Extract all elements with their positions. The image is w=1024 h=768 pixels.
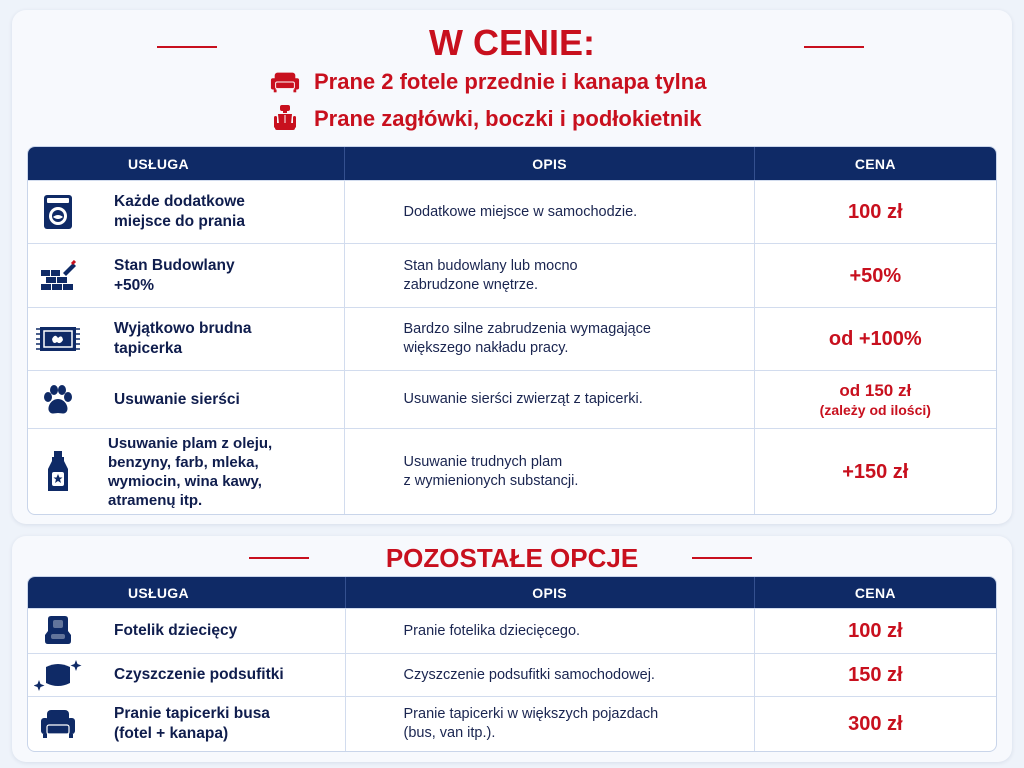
- service-name: Wyjątkowo brudna tapicerka: [114, 320, 252, 357]
- price-note: (zależy od ilości): [819, 401, 931, 418]
- column-header-price: CENA: [754, 147, 996, 180]
- table-row: [28, 653, 996, 696]
- service-name: Fotelik dziecięcy: [114, 622, 238, 639]
- service-name: Czyszczenie podsufitki: [114, 666, 284, 683]
- service-name: Usuwanie sierści: [114, 390, 240, 408]
- service-price: +50%: [849, 264, 902, 287]
- column-header-description: OPIS: [345, 577, 754, 608]
- service-name: Każde dodatkowe miejsce do prania: [114, 193, 245, 230]
- service-price: 100 zł: [848, 201, 903, 223]
- service-description: Czyszczenie podsufitki samochodowej.: [403, 666, 655, 683]
- spray-bottle-icon: [28, 450, 88, 494]
- service-price: 150 zł: [848, 664, 903, 686]
- table-row: [28, 696, 996, 751]
- included-item-1: [270, 67, 706, 97]
- service-name: Pranie tapicerki busa (fotel + kanapa): [114, 705, 270, 742]
- child-seat-icon: [28, 614, 88, 648]
- section-title: POZOSTAŁE OPCJE: [385, 543, 639, 573]
- table-header-row: [28, 577, 996, 608]
- column-header-description: OPIS: [344, 147, 753, 180]
- bricks-trowel-icon: [28, 260, 88, 292]
- service-description: Pranie fotelika dziecięcego.: [403, 622, 581, 639]
- service-name: Stan Budowlany +50%: [114, 256, 235, 294]
- table-row: [28, 307, 996, 370]
- service-name: Usuwanie plam z oleju, benzyny, farb, mleka, wymiocin, wina kawy, atramenų itp.: [108, 434, 273, 509]
- included-card: [12, 10, 1012, 524]
- included-item-1-text: Prane 2 fotele przednie i kanapa tylna: [314, 69, 707, 94]
- other-options-table: [27, 576, 997, 752]
- table-row: [28, 180, 996, 243]
- page-title: W CENIE:: [429, 22, 595, 63]
- column-header-service: USŁUGA: [28, 577, 345, 608]
- service-description: Stan budowlany lub mocno zabrudzone wnętrze.: [403, 257, 578, 293]
- car-seat-icon: [270, 104, 300, 134]
- column-header-price: CENA: [754, 577, 996, 608]
- service-description: Dodatkowe miejsce w samochodzie.: [403, 203, 638, 220]
- headliner-sparkle-icon: [28, 658, 88, 692]
- sofa-icon: [270, 67, 300, 97]
- table-row: [28, 370, 996, 428]
- included-item-2-text: Prane zagłówki, boczki i podłokietnik: [314, 106, 702, 131]
- table-header-row: [28, 147, 996, 180]
- table-row: [28, 243, 996, 307]
- service-price: od 150 zł: [839, 380, 912, 400]
- service-description: Bardzo silne zabrudzenia wymagające większego nakładu pracy.: [403, 321, 651, 356]
- paw-icon: [28, 383, 88, 417]
- washing-machine-icon: [28, 194, 88, 230]
- table-row: [28, 608, 996, 653]
- service-description: Pranie tapicerki w większych pojazdach (bus, van itp.).: [403, 706, 659, 741]
- table-row: [28, 428, 996, 514]
- armchair-icon: [28, 708, 88, 740]
- column-header-service: USŁUGA: [28, 147, 344, 180]
- stained-rug-icon: [28, 324, 88, 354]
- service-price: +150 zł: [842, 460, 909, 483]
- service-price: 100 zł: [848, 620, 903, 642]
- included-item-2: [270, 104, 702, 134]
- service-price: od +100%: [828, 328, 922, 350]
- service-description: Usuwanie sierści zwierząt z tapicerki.: [403, 391, 643, 407]
- other-options-card: [12, 536, 1012, 762]
- services-table: [27, 146, 997, 515]
- service-description: Usuwanie trudnych plam z wymienionych substancji.: [403, 453, 579, 489]
- service-price: 300 zł: [848, 713, 903, 735]
